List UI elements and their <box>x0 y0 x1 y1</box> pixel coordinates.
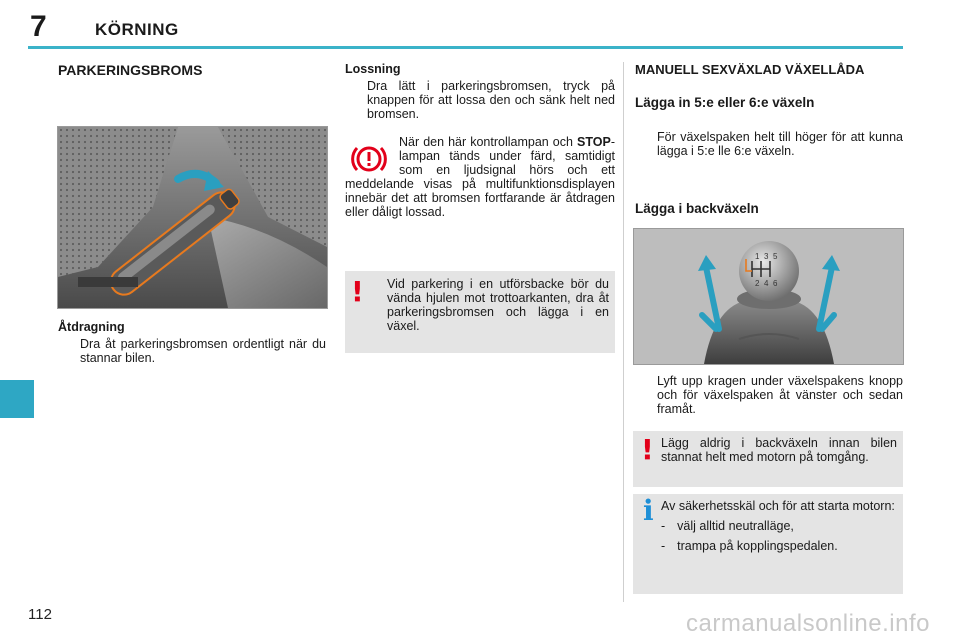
release-text: Dra lätt i parkeringsbromsen, tryck på knappen för att lossa den och sänk helt ned bromsen. <box>367 79 615 121</box>
hand-pointer-icon <box>58 337 72 365</box>
info-icon: i <box>643 494 654 527</box>
safety-info-content <box>661 499 897 553</box>
reverse-warning-text: Lägg aldrig i backväxeln innan bilen stannat helt med motorn på tomgång. <box>661 436 897 464</box>
apply-heading: Åtdragning <box>58 320 125 334</box>
lamp-text-start: När den här kontrollampan och <box>399 135 578 149</box>
knob-label-5: 5 <box>773 252 778 261</box>
safety-info-box <box>633 494 903 594</box>
apply-text: Dra åt parkeringsbromsen ordentligt när du stannar bilen. <box>80 337 326 365</box>
parking-brake-drawing <box>58 127 327 308</box>
hand-pointer-icon <box>635 374 649 416</box>
page-number: 112 <box>28 606 52 623</box>
knob-label-6: 6 <box>773 279 778 288</box>
gear56-instruction <box>635 130 903 158</box>
chapter-title: KÖRNING <box>95 20 179 39</box>
column-divider <box>623 62 624 602</box>
warning-icon: ! <box>351 275 364 308</box>
dash-marker: - <box>661 539 666 553</box>
knob-label-1: 1 <box>755 252 760 261</box>
parking-warning-text: Vid parkering i en utförsbacke bör du vända hjulen mot trottoarkanten, dra åt parkeringsbromsen och lägga i en växel. <box>387 277 609 333</box>
apply-instruction <box>58 337 326 365</box>
chapter-side-tab <box>0 380 34 418</box>
parking-warning-box <box>345 271 615 353</box>
chapter-number: 7 <box>30 10 47 43</box>
gear56-heading: Lägga in 5:e eller 6:e växeln <box>635 95 815 110</box>
knob-label-2: 2 <box>755 279 760 288</box>
gearbox-title: MANUELL SEXVÄXLAD VÄXELLÅDA <box>635 62 865 77</box>
safety-info-text: Av säkerhetsskäl och för att starta motorn: <box>661 499 895 513</box>
release-heading: Lossning <box>345 62 401 76</box>
reverse-text: Lyft upp kragen under växelspakens knopp och för växelspaken åt vänster och sedan framåt. <box>657 374 903 416</box>
watermark: carmanualsonline.info <box>686 610 930 637</box>
knob-label-4: 4 <box>764 279 769 288</box>
knob-label-3: 3 <box>764 252 769 261</box>
dash-marker: - <box>661 519 666 533</box>
list-item <box>661 539 897 553</box>
warning-icon: ! <box>641 433 654 466</box>
reverse-instruction <box>635 374 903 416</box>
parking-brake-illustration <box>57 126 328 309</box>
reverse-warning-box <box>633 431 903 487</box>
lamp-text-end: -lampan tänds under färd, samtidigt som en ljudsignal hörs och ett meddelande visas på multifunktionsdisplayen innebär det att bromsen fortfarande är åtdragen eller dåligt lossad. <box>345 135 615 219</box>
hand-pointer-icon <box>345 79 359 121</box>
lamp-explanation <box>345 135 615 219</box>
hand-pointer-icon <box>635 130 649 158</box>
safety-info-item-neutral: välj alltid neutralläge, <box>677 519 794 533</box>
list-item <box>661 519 897 533</box>
parking-brake-title: PARKERINGSBROMS <box>58 62 203 78</box>
gear-knob-illustration <box>633 228 904 365</box>
stop-word: STOP <box>577 135 611 149</box>
gear56-text: För växelspaken helt till höger för att kunna lägga i 5:e lle 6:e växeln. <box>657 130 903 158</box>
safety-info-item-clutch: trampa på kopplingspedalen. <box>677 539 838 553</box>
reverse-heading: Lägga i backväxeln <box>635 201 759 216</box>
gear-knob-drawing <box>634 229 903 364</box>
header-divider <box>28 46 903 49</box>
release-instruction <box>345 79 615 121</box>
